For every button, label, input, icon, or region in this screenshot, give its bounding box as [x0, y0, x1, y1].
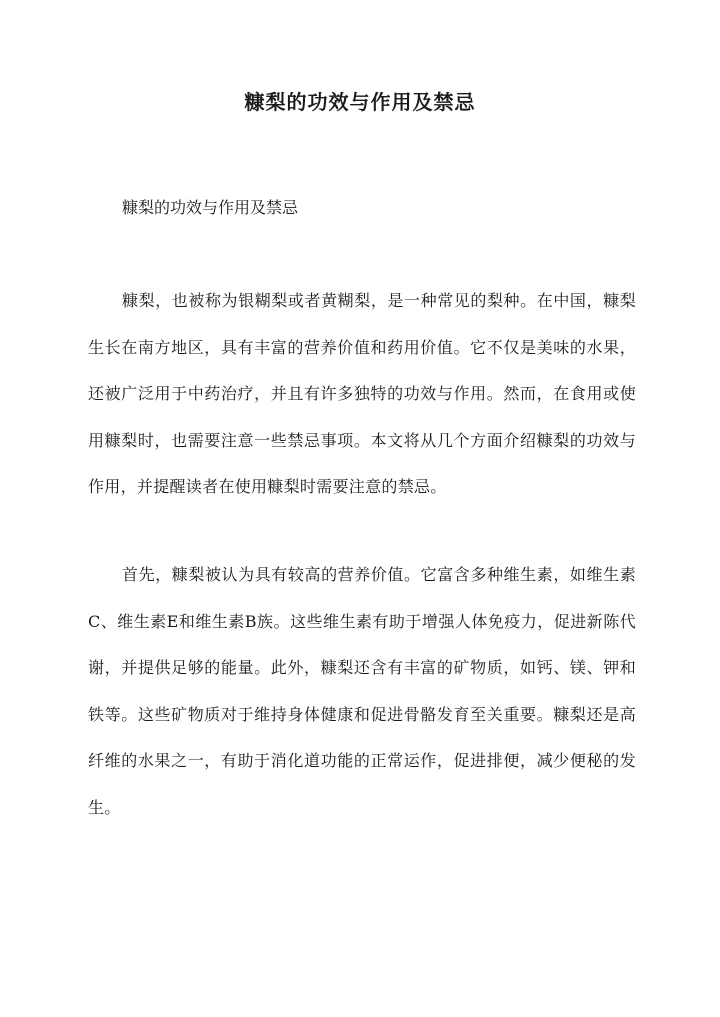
paragraph-nutrition: 首先，糠梨被认为具有较高的营养价值。它富含多种维生素，如维生素C、维生素E和维生素B族。这些维生素有助于增强人体免疫力，促进新陈代谢，并提供足够的能量。此外，糠梨还含有丰富的矿物质，如钙、镁、钾和铁等。这些矿物质对于维持身体健康和促进骨骼发育至关重要。糠梨还是高纤维的水果之一，有助于消化道功能的正常运作，促进排便，减少便秘的发生。: [88, 565, 636, 817]
paragraph-intro: 糠梨，也被称为银糊梨或者黄糊梨，是一种常见的梨种。在中国，糠梨生长在南方地区，具有丰富的营养价值和药用价值。它不仅是美味的水果，还被广泛用于中药治疗，并且有许多独特的功效与作用。然而，在食用或使用糠梨时，也需要注意一些禁忌事项。本文将从几个方面介绍糠梨的功效与作用，并提醒读者在使用糠梨时需要注意的禁忌。: [88, 291, 636, 497]
document-title: 糠梨的功效与作用及禁忌: [244, 90, 476, 114]
document-subtitle: 糠梨的功效与作用及禁忌: [122, 198, 299, 217]
